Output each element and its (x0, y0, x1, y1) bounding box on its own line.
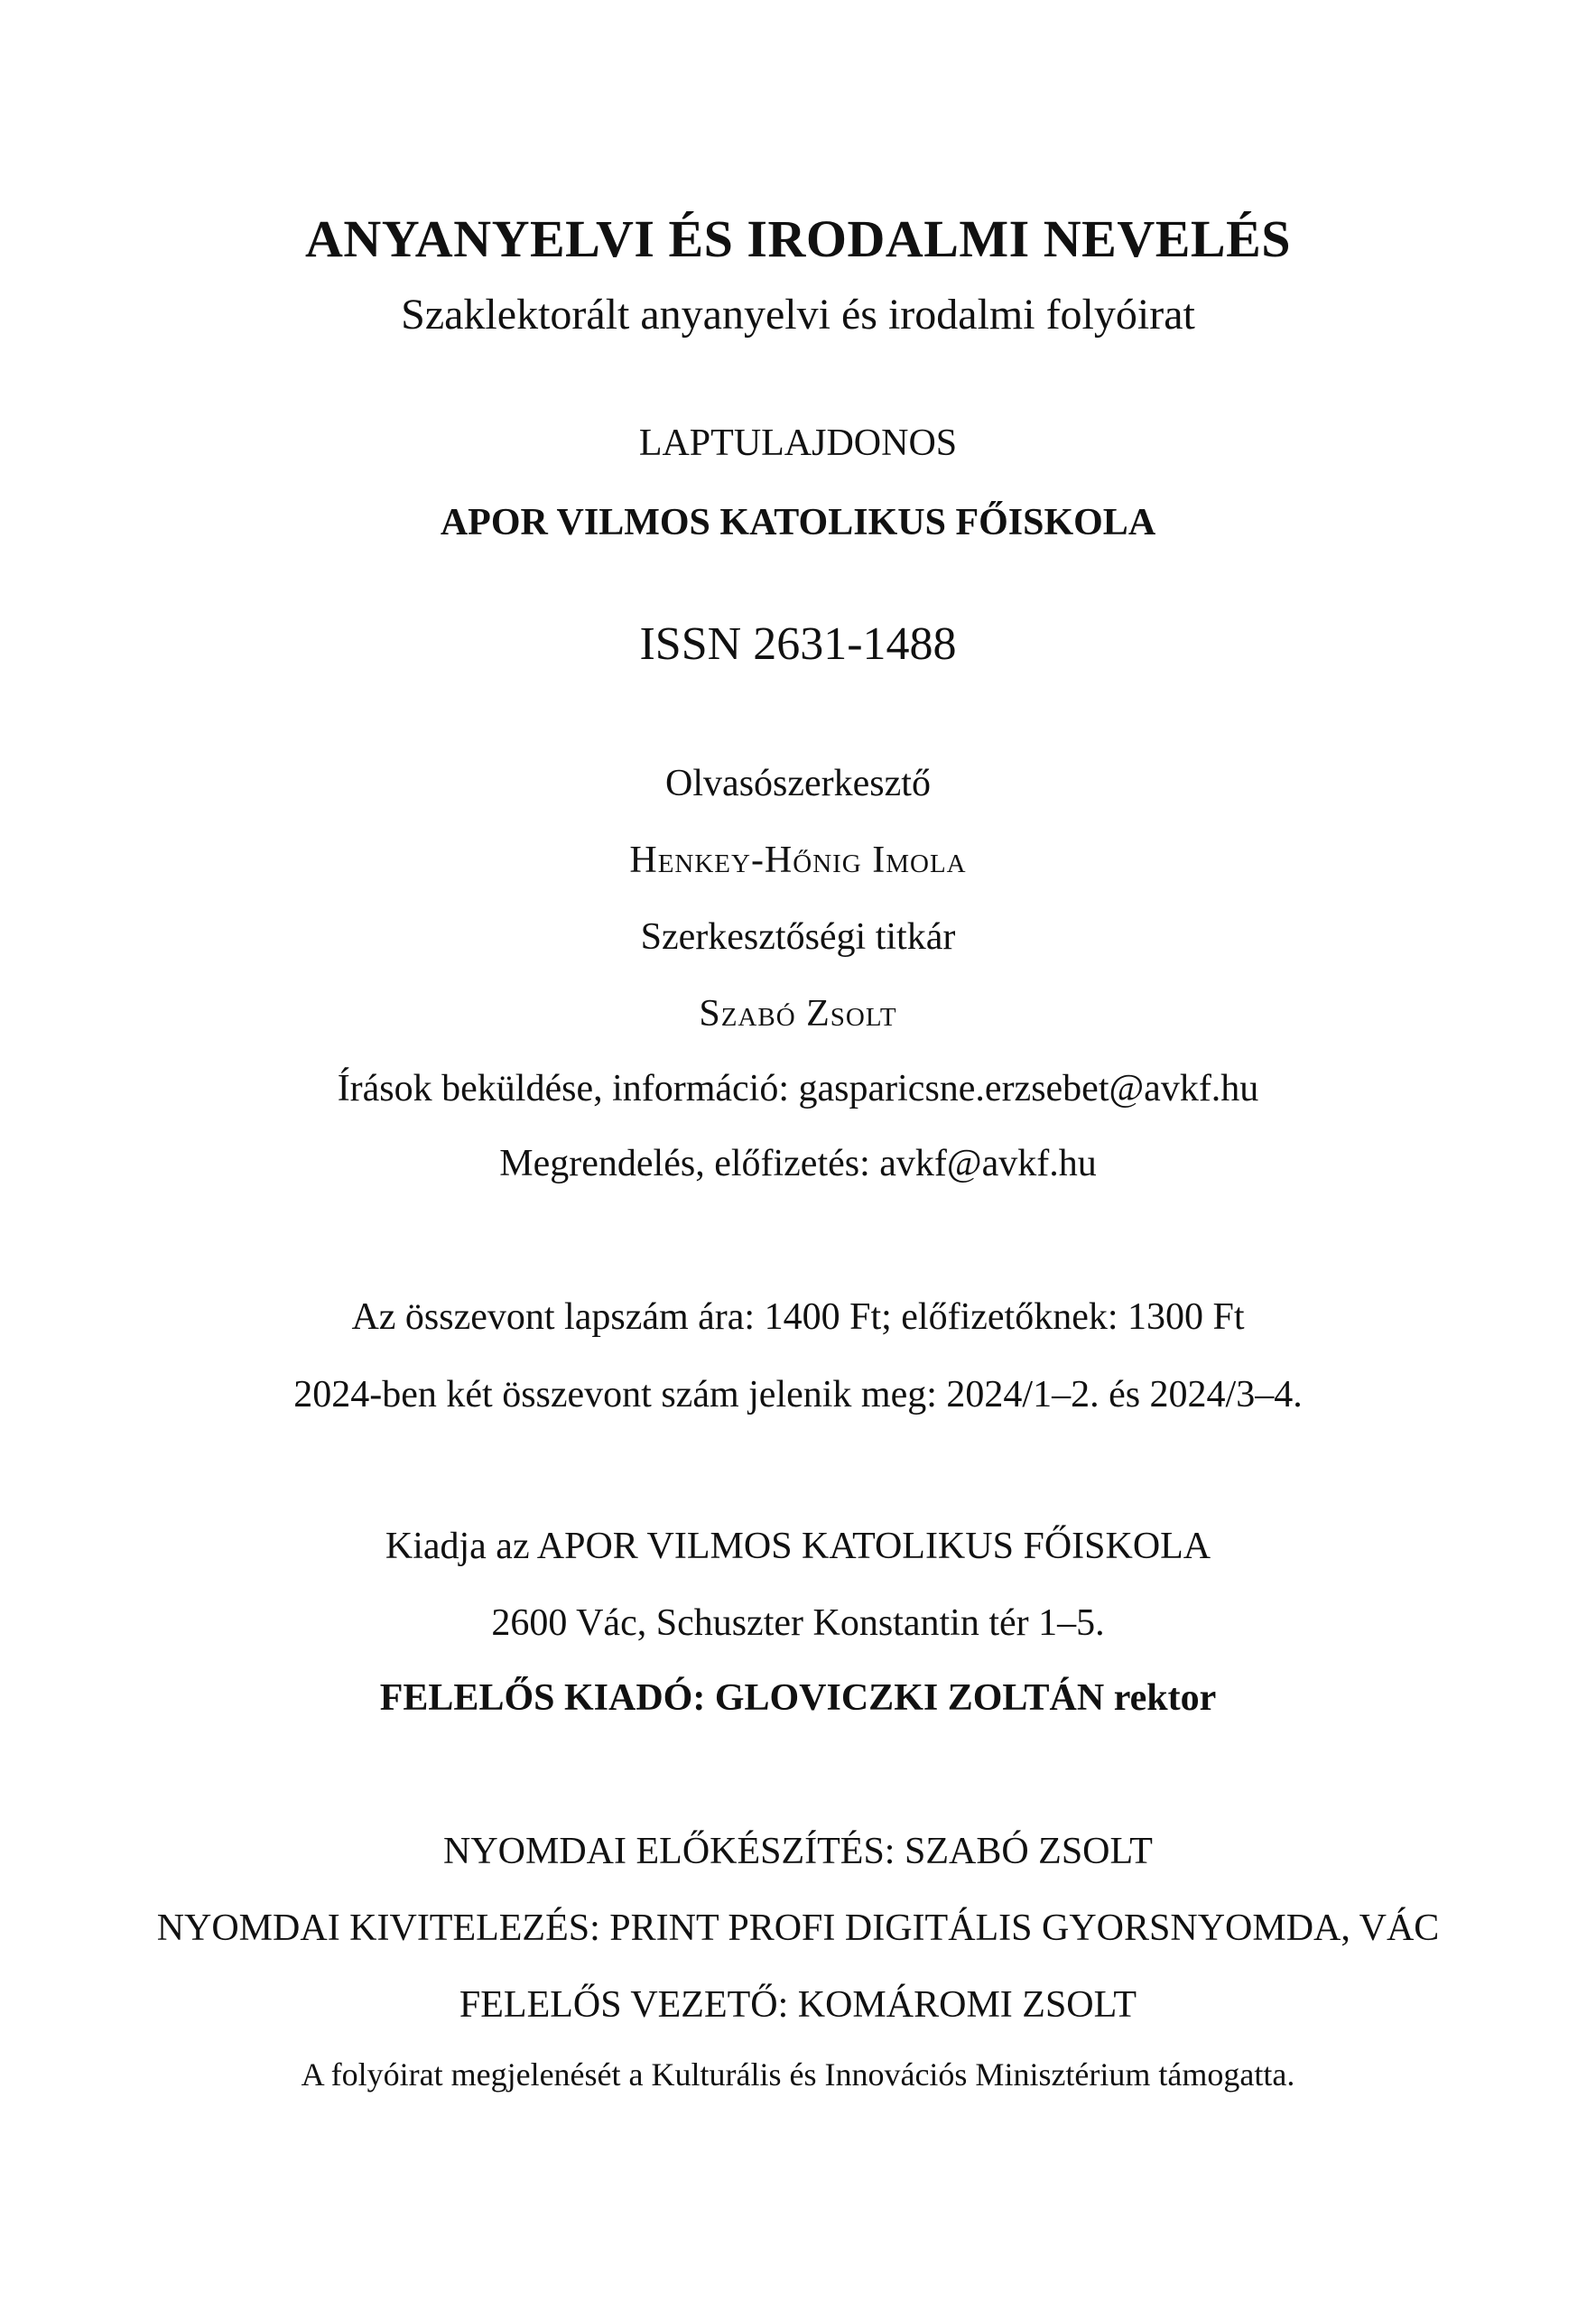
journal-subtitle: Szaklektorált anyanyelvi és irodalmi folyóirat (401, 291, 1195, 339)
manager-info: FELELŐS VEZETŐ: KOMÁROMI ZSOLT (459, 1984, 1137, 2026)
issn-number: ISSN 2631-1488 (639, 618, 957, 670)
journal-title: ANYANYELVI ÉS IRODALMI NEVELÉS (304, 209, 1292, 268)
reader-editor-name: Henkey-Hőnig Imola (629, 840, 967, 881)
secretary-name: Szabó Zsolt (699, 993, 897, 1035)
order-info: Megrendelés, előfizetés: avkf@avkf.hu (499, 1143, 1097, 1184)
submission-info: Írások beküldése, információ: gasparicsne.erzsebet@avkf.hu (337, 1068, 1259, 1109)
publisher-line: Kiadja az APOR VILMOS KATOLIKUS FŐISKOLA (385, 1526, 1211, 1567)
responsible-publisher: FELELŐS KIADÓ: GLOVICZKI ZOLTÁN rektor (379, 1677, 1217, 1719)
owner-name: APOR VILMOS KATOLIKUS FŐISKOLA (440, 502, 1156, 543)
secretary-role: Szerkesztőségi titkár (640, 916, 956, 958)
issues-info: 2024-ben két összevont szám jelenik meg: 2024/1–2. és 2024/3–4. (293, 1374, 1303, 1415)
printer-info: NYOMDAI KIVITELEZÉS: PRINT PROFI DIGITÁLIS GYORSNYOMDA, VÁC (156, 1907, 1440, 1949)
prepress-info: NYOMDAI ELŐKÉSZÍTÉS: SZABÓ ZSOLT (443, 1831, 1153, 1872)
owner-label: LAPTULAJDONOS (638, 422, 958, 464)
publisher-address: 2600 Vác, Schuszter Konstantin tér 1–5. (491, 1602, 1105, 1644)
reader-editor-role: Olvasószerkesztő (665, 763, 931, 804)
price-info: Az összevont lapszám ára: 1400 Ft; előfizetőknek: 1300 Ft (351, 1296, 1245, 1338)
support-note: A folyóirat megjelenését a Kulturális és Innovációs Minisztérium támogatta. (301, 2056, 1295, 2093)
